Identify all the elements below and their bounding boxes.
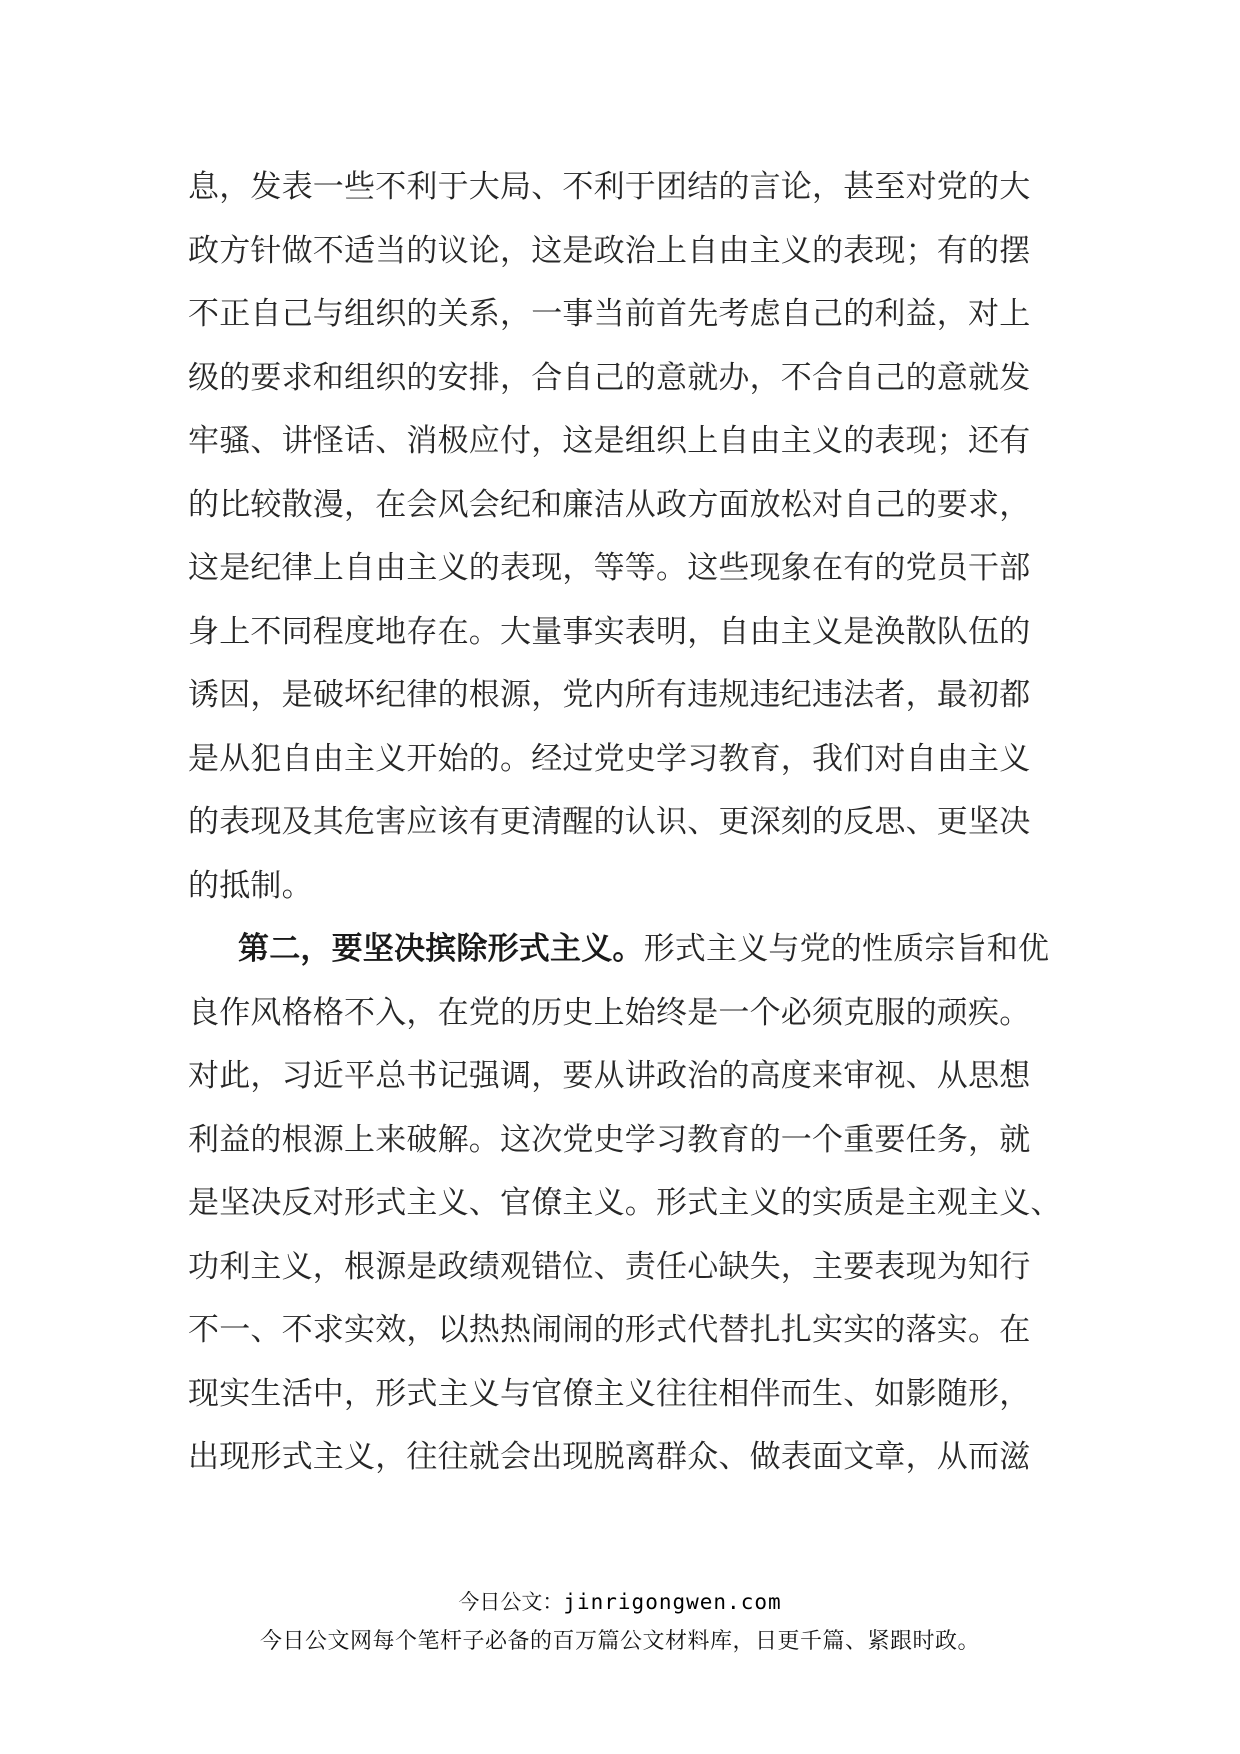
section-heading-lead: 第二，要坚决摈除形式主义。: [238, 931, 644, 967]
first-line-rest: 形式主义与党的性质宗旨和优: [643, 931, 1050, 967]
text-line: 利益的根源上来破解。这次党史学习教育的一个重要任务，就: [188, 1121, 1031, 1158]
text-line: 是坚决反对形式主义、官僚主义。形式主义的实质是主观主义、: [188, 1185, 1062, 1221]
text-line: 的抵制。: [188, 867, 313, 904]
footer-slogan: 今日公文网每个笔杆子必备的百万篇公文材料库，日更千篇、紧跟时政。: [259, 1629, 980, 1654]
text-line: 功利主义，根源是政绩观错位、责任心缺失，主要表现为知行: [188, 1248, 1031, 1285]
text-line: 这是纪律上自由主义的表现，等等。这些现象在有的党员干部: [188, 550, 1031, 586]
text-line: 牢骚、讲怪话、消极应付，这是组织上自由主义的表现；还有: [188, 423, 1031, 459]
text-line: 身上不同程度地存在。大量事实表明，自由主义是涣散队伍的: [188, 613, 1031, 650]
paragraph-liberalism: [188, 156, 1068, 918]
footer-site-label: 今日公文：: [458, 1590, 564, 1614]
text-line: 不正自己与组织的关系，一事当前首先考虑自己的利益，对上: [188, 296, 1031, 332]
text-line: 现实生活中，形式主义与官僚主义往往相伴而生、如影随形，: [188, 1375, 1031, 1412]
text-line: 息，发表一些不利于大局、不利于团结的言论，甚至对党的大: [188, 169, 1031, 205]
text-line: 诱因，是破坏纪律的根源，党内所有违规违纪违法者，最初都: [188, 677, 1031, 713]
text-line: 出现形式主义，往往就会出现脱离群众、做表面文章，从而滋: [188, 1439, 1031, 1475]
text-line: 的表现及其危害应该有更清醒的认识、更深刻的反思、更坚决: [188, 804, 1031, 840]
footer-site-url[interactable]: jinrigongwen.com: [563, 1590, 782, 1614]
text-line: 的比较散漫，在会风会纪和廉洁从政方面放松对自己的要求，: [188, 486, 1031, 523]
text-line: 是从犯自由主义开始的。经过党史学习教育，我们对自由主义: [188, 740, 1031, 777]
text-line: 对此，习近平总书记强调，要从讲政治的高度来审视、从思想: [188, 1058, 1031, 1094]
text-line: 级的要求和组织的安排，合自己的意就办，不合自己的意就发: [188, 359, 1031, 396]
text-line: 不一、不求实效，以热热闹闹的形式代替扎扎实实的落实。在: [188, 1312, 1031, 1348]
text-line: 良作风格格不入，在党的历史上始终是一个必须克服的顽疾。: [188, 994, 1031, 1031]
paragraph-formalism: [188, 918, 1068, 1490]
footer-site-line: [0, 1587, 1240, 1617]
paragraph-first-line: [188, 918, 1068, 982]
text-line: 政方针做不适当的议论，这是政治上自由主义的表现；有的摆: [188, 232, 1031, 269]
